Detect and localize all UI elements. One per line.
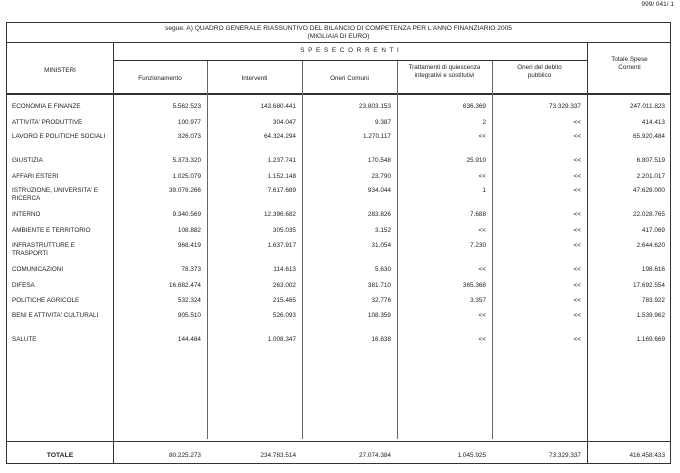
cell-oneri-comuni: 934.044 — [367, 187, 391, 194]
cell-oneri-comuni: 23.790 — [371, 173, 391, 180]
cell-interventi: 114.613 — [273, 266, 296, 273]
cell-interventi: 215.465 — [272, 297, 296, 304]
row-ministero: SALUTE — [12, 336, 37, 343]
row-ministero: POLITICHE AGRICOLE — [12, 297, 80, 304]
cell-totale: 6.807.519 — [636, 157, 665, 164]
total-label: TOTALE — [46, 452, 74, 459]
cell-funzionamento: 100.977 — [177, 119, 201, 126]
cell-funzionamento: 16.682.474 — [169, 282, 201, 289]
rule-group-header — [113, 60, 588, 61]
cell-oneri-comuni: 23.803.153 — [359, 103, 391, 110]
cell-oneri-comuni: 16.838 — [371, 336, 391, 343]
cell-interventi: 64.324.294 — [264, 133, 296, 140]
cell-totale: 1.169.669 — [636, 336, 665, 343]
cell-oneri-debito: 73.329.337 — [549, 103, 581, 110]
row-ministero: INFRASTRUTTURE E TRASPORTI — [12, 242, 75, 257]
cell-interventi: 143.680.441 — [260, 103, 296, 110]
cell-trattamenti: 7.688 — [470, 211, 486, 218]
cell-interventi: 1.637.917 — [267, 242, 296, 249]
cell-trattamenti: 365.368 — [462, 282, 486, 289]
cell-oneri-comuni: 9.387 — [375, 119, 391, 126]
total-oneri-comuni: 27.074.384 — [359, 452, 391, 459]
cell-interventi: 1.008.347 — [267, 336, 296, 343]
header-oneri-comuni: Oneri Comuni — [330, 75, 369, 82]
cell-funzionamento: 905.510 — [177, 312, 201, 319]
total-totale: 416.458.433 — [629, 452, 665, 459]
cell-funzionamento: 532.324 — [177, 297, 201, 304]
header-totale: Totale Spese Correnti — [611, 56, 648, 71]
cell-totale: 414.413 — [641, 119, 665, 126]
budget-table — [6, 22, 671, 464]
cell-totale: 65.920.484 — [633, 133, 665, 140]
cell-oneri-debito: << — [573, 282, 581, 289]
col-divider-1 — [207, 61, 208, 439]
cell-oneri-comuni: 108.359 — [367, 312, 391, 319]
cell-totale: 2.201.017 — [636, 173, 665, 180]
cell-totale: 417.069 — [641, 227, 665, 234]
cell-funzionamento: 108.882 — [177, 227, 201, 234]
cell-oneri-comuni: 32.776 — [371, 297, 391, 304]
rule-top — [7, 42, 670, 43]
cell-trattamenti: 2 — [482, 119, 486, 126]
cell-totale: 2.644.620 — [636, 242, 665, 249]
header-oneri-debito: Oneri del debito pubblico — [517, 64, 562, 79]
row-ministero: LAVORO E POLITICHE SOCIALI — [12, 133, 106, 140]
cell-funzionamento: 39.076.266 — [169, 187, 201, 194]
cell-totale: 47.628.000 — [633, 187, 665, 194]
cell-oneri-comuni: 1.270.117 — [363, 133, 391, 140]
cell-trattamenti: 1 — [482, 187, 486, 194]
cell-oneri-comuni: 31.054 — [371, 242, 391, 249]
cell-oneri-debito: << — [573, 119, 581, 126]
row-ministero: ISTRUZIONE, UNIVERSITA' E RICERCA — [12, 187, 99, 202]
cell-totale: 17.692.554 — [633, 282, 665, 289]
page-reference: 999/ 041/ 1 — [641, 1, 674, 8]
row-ministero: AMBIENTE E TERRITORIO — [12, 227, 91, 234]
cell-funzionamento: 5.373.320 — [172, 157, 201, 164]
table-title: segue: A) QUADRO GENERALE RIASSUNTIVO DEL BILANCIO DI COMPETENZA PER L'ANNO FINANZIARIO 2005 — [165, 25, 512, 32]
cell-interventi: 1.237.741 — [267, 157, 296, 164]
cell-oneri-debito: << — [573, 266, 581, 273]
row-ministero: BENI E ATTIVITA' CULTURALI — [12, 312, 99, 319]
cell-funzionamento: 326.073 — [177, 133, 201, 140]
col-divider-3 — [397, 61, 398, 439]
row-ministero: AFFARI ESTERI — [12, 173, 59, 180]
cell-totale: 783.922 — [641, 297, 665, 304]
header-ministeri: MINISTERI — [44, 67, 76, 74]
cell-oneri-debito: << — [573, 227, 581, 234]
cell-trattamenti: << — [478, 173, 486, 180]
cell-totale: 1.539.962 — [636, 312, 665, 319]
cell-funzionamento: 78.373 — [181, 266, 201, 273]
header-interventi: Interventi — [241, 75, 268, 82]
total-funzionamento: 80.225.273 — [169, 452, 201, 459]
cell-oneri-comuni: 170.548 — [367, 157, 391, 164]
header-trattamenti: Trattamenti di quiescenza integrativi e sostitutivi — [408, 64, 481, 79]
row-ministero: COMUNICAZIONI — [12, 266, 64, 273]
cell-interventi: 1.152.148 — [267, 173, 296, 180]
rule-total-top — [7, 441, 670, 442]
total-oneri-debito: 73.329.337 — [549, 452, 581, 459]
cell-interventi: 7.617.689 — [267, 187, 296, 194]
cell-oneri-comuni: 5.630 — [375, 266, 391, 273]
cell-trattamenti: 25.910 — [466, 157, 486, 164]
cell-funzionamento: 144.484 — [177, 336, 201, 343]
cell-interventi: 305.035 — [272, 227, 296, 234]
cell-interventi: 304.047 — [272, 119, 296, 126]
cell-trattamenti: 7.230 — [470, 242, 486, 249]
table-subtitle: (MIGLIAIA DI EURO) — [307, 33, 370, 40]
col-divider-4 — [492, 61, 493, 439]
cell-interventi: 12.396.682 — [264, 211, 296, 218]
cell-oneri-debito: << — [573, 133, 581, 140]
cell-trattamenti: 3.357 — [470, 297, 486, 304]
header-spese-correnti: S P E S E C O R R E N T I — [300, 47, 400, 54]
col-divider-2 — [302, 61, 303, 439]
cell-oneri-debito: << — [573, 312, 581, 319]
cell-oneri-debito: << — [573, 297, 581, 304]
cell-oneri-debito: << — [573, 336, 581, 343]
cell-oneri-debito: << — [573, 187, 581, 194]
header-funzionamento: Funzionamento — [138, 75, 182, 82]
total-interventi: 234.783.514 — [260, 452, 296, 459]
row-ministero: ECONOMIA E FINANZE — [12, 103, 81, 110]
cell-trattamenti: << — [478, 133, 486, 140]
cell-trattamenti: << — [478, 336, 486, 343]
cell-oneri-debito: << — [573, 173, 581, 180]
cell-funzionamento: 968.419 — [177, 242, 201, 249]
row-ministero: ATTIVITA' PRODUTTIVE — [12, 119, 83, 126]
cell-interventi: 526.093 — [272, 312, 296, 319]
cell-oneri-comuni: 283.826 — [367, 211, 391, 218]
row-ministero: INTERNO — [12, 211, 41, 218]
row-ministero: DIFESA — [12, 282, 35, 289]
cell-oneri-debito: << — [573, 211, 581, 218]
cell-trattamenti: << — [478, 227, 486, 234]
cell-trattamenti: 636.369 — [462, 103, 486, 110]
cell-funzionamento: 1.025.079 — [172, 173, 201, 180]
cell-funzionamento: 9.340.569 — [172, 211, 201, 218]
cell-oneri-debito: << — [573, 157, 581, 164]
cell-trattamenti: << — [478, 312, 486, 319]
cell-interventi: 263.002 — [272, 282, 296, 289]
cell-totale: 22.028.765 — [633, 211, 665, 218]
cell-oneri-debito: << — [573, 242, 581, 249]
row-ministero: GIUSTIZIA — [12, 157, 43, 164]
cell-oneri-comuni: 381.710 — [367, 282, 391, 289]
cell-totale: 247.011.823 — [629, 103, 665, 110]
cell-trattamenti: << — [478, 266, 486, 273]
rule-header-bottom — [7, 93, 670, 95]
cell-totale: 198.616 — [641, 266, 665, 273]
cell-funzionamento: 5.562.523 — [172, 103, 201, 110]
total-trattamenti: 1.045.925 — [457, 452, 486, 459]
cell-oneri-comuni: 3.152 — [375, 227, 391, 234]
